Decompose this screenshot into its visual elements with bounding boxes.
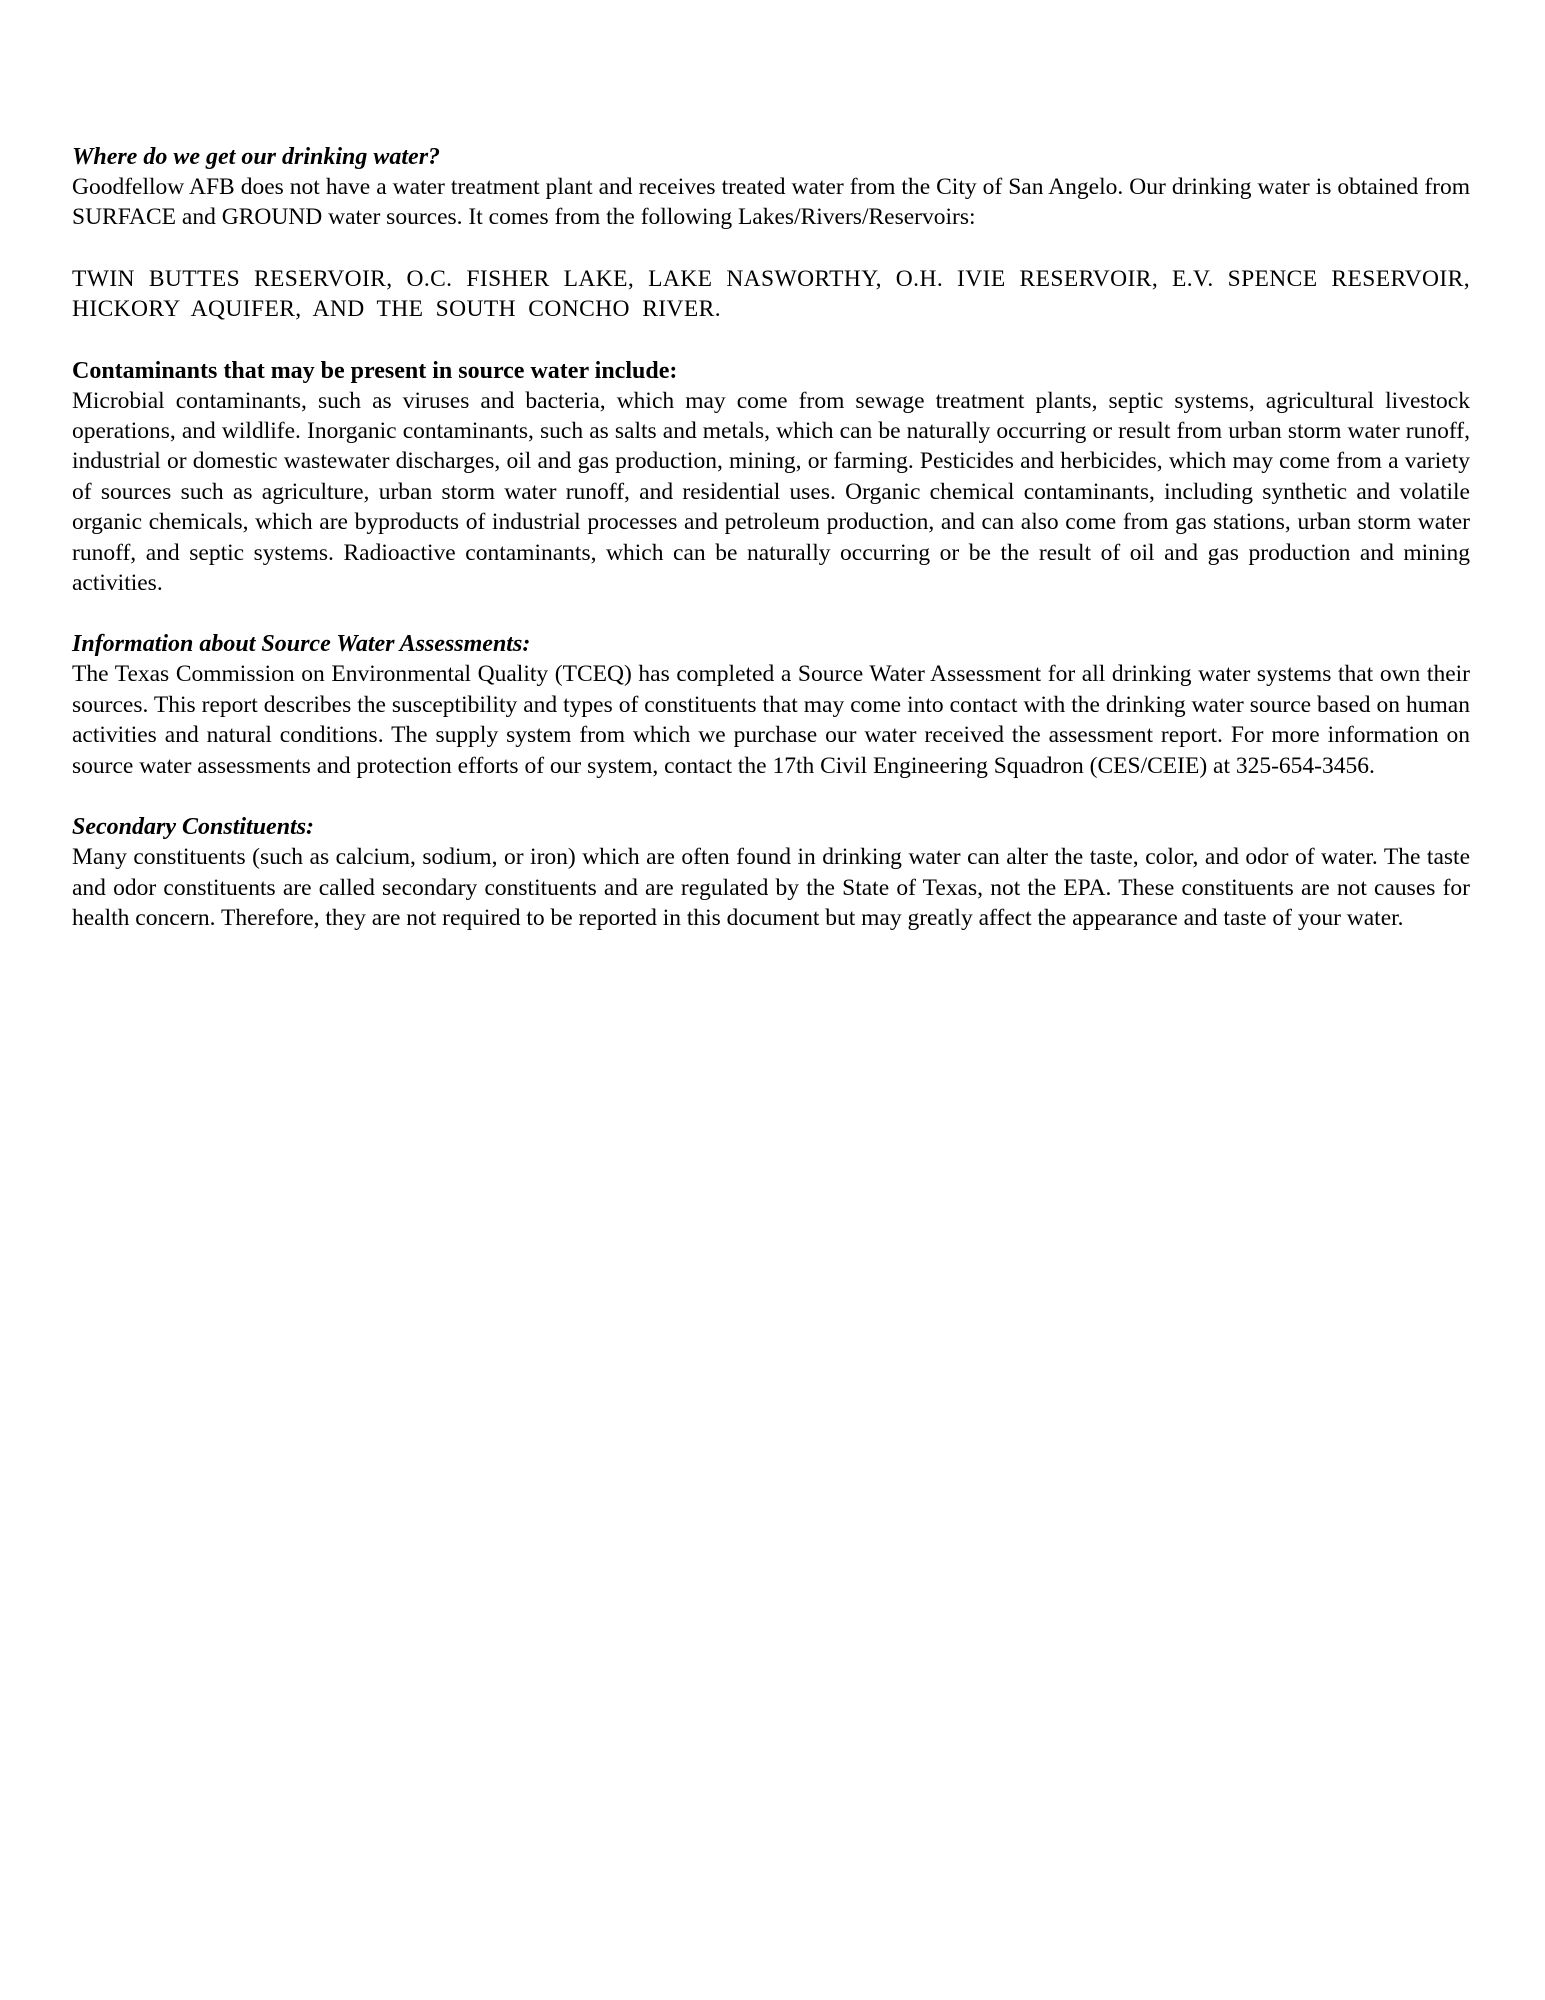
section-body: Many constituents (such as calcium, sodium, or iron) which are often found in drinking water can alter the taste, color, and odor of water. The taste and odor constituents are called secondary constituents and are regulated by the State of Texas, not the EPA. These constituents are not causes for health concern. Therefore, they are not required to be reported in this document but may greatly affect the appearance and taste of your water.: [72, 844, 1470, 931]
section-contaminants: [72, 356, 1470, 599]
section-heading: Secondary Constituents:: [72, 814, 315, 841]
section-body: The Texas Commission on Environmental Quality (TCEQ) has completed a Source Water Assessment for all drinking water systems that own their sources. This report describes the susceptibility and types of constituents that may come into contact with the drinking water source based on human activities and natural conditions. The supply system from which we purchase our water received the assessment report. For more information on source water assessments and protection efforts of our system, contact the 17th Civil Engineering Squadron (CES/CEIE) at 325-654-3456.: [72, 661, 1470, 779]
section-secondary-constituents: [72, 812, 1470, 933]
reservoir-list: TWIN BUTTES RESERVOIR, O.C. FISHER LAKE, LAKE NASWORTHY, O.H. IVIE RESERVOIR, E.V. SPENCE RESERVOIR, HICKORY AQUIFER, AND THE SOUTH CONCHO RIVER.: [72, 265, 1470, 323]
section-drinking-water-source: [72, 142, 1470, 325]
section-heading: Contaminants that may be present in source water include:: [72, 357, 678, 384]
section-body: Goodfellow AFB does not have a water treatment plant and receives treated water from the City of San Angelo. Our drinking water is obtained from SURFACE and GROUND water sources. It comes from the following Lakes/Rivers/Reservoirs:: [72, 174, 1470, 231]
document-page: [72, 142, 1470, 964]
section-heading: Where do we get our drinking water?: [72, 144, 441, 170]
section-source-water-assessments: [72, 629, 1470, 781]
section-heading: Information about Source Water Assessments:: [72, 631, 531, 658]
section-body: Microbial contaminants, such as viruses and bacteria, which may come from sewage treatment plants, septic systems, agricultural livestock operations, and wildlife. Inorganic contaminants, such as salts and metals, which can be naturally occurring or result from urban storm water runoff, industrial or domestic wastewater discharges, oil and gas production, mining, or farming. Pesticides and herbicides, which may come from a variety of sources such as agriculture, urban storm water runoff, and residential uses. Organic chemical contaminants, including synthetic and volatile organic chemicals, which are byproducts of industrial processes and petroleum production, and can also come from gas stations, urban storm water runoff, and septic systems. Radioactive contaminants, which can be naturally occurring or be the result of oil and gas production and mining activities.: [72, 387, 1470, 597]
